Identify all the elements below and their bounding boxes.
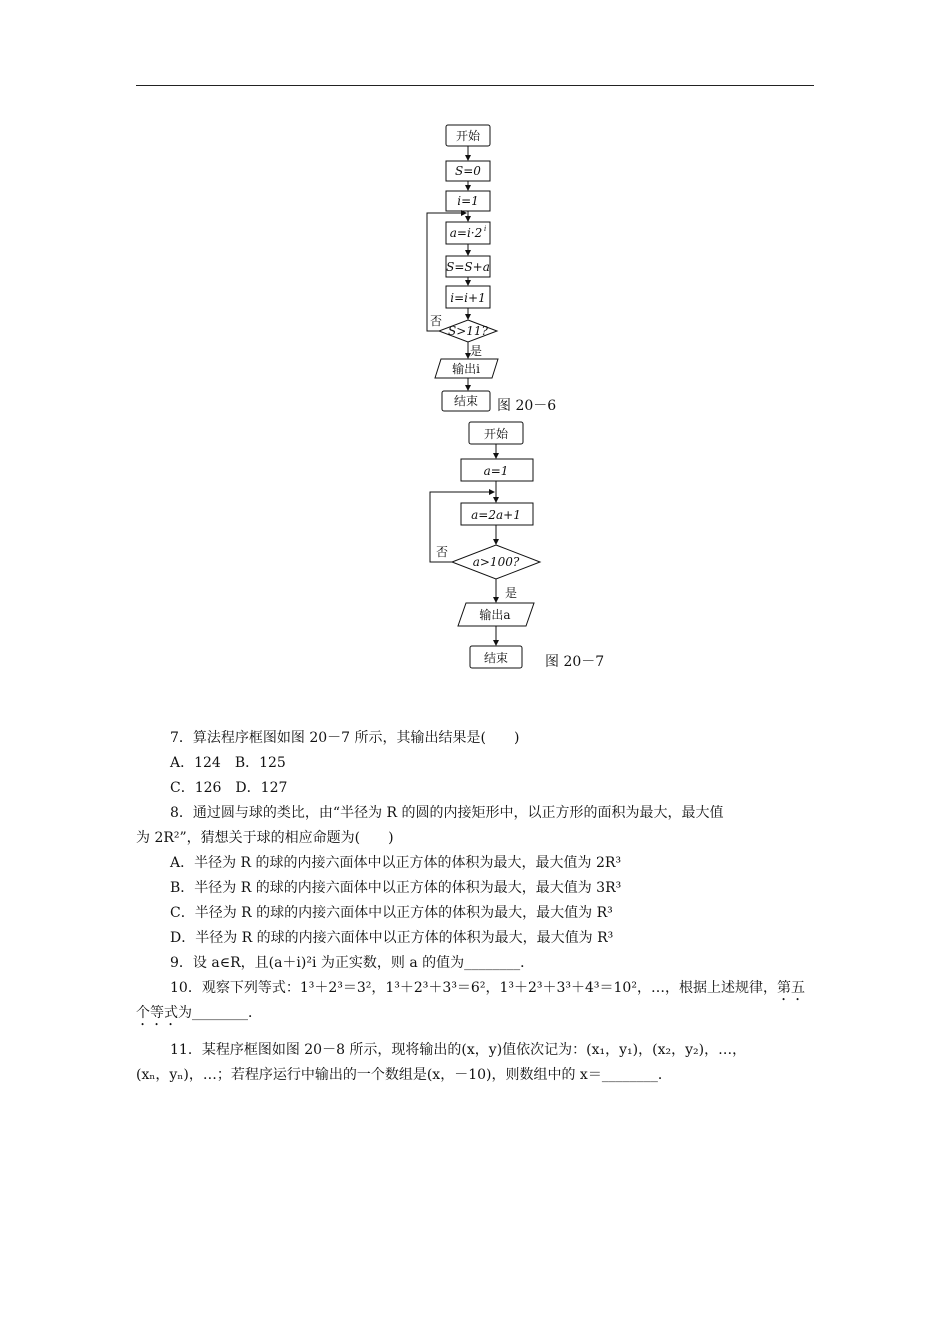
q8-option-b: B．半径为 R 的球的内接六面体中以正方体的体积为最大，最大值为 3R³	[170, 880, 622, 896]
q8-option-a: A．半径为 R 的球的内接六面体中以正方体的体积为最大，最大值为 2R³	[170, 855, 622, 871]
flowchart-20-6-labels	[430, 128, 556, 414]
fc7-a-assign-text: a=2a+1	[471, 508, 521, 522]
fc6-i-incr-text: i=i+1	[450, 291, 486, 305]
fc7-end-text: 结束	[483, 651, 509, 665]
q8-stem-line2: 为 2R²”，猜想关于球的相应命题为( )	[136, 830, 394, 846]
q11-stem-line1: 11．某程序框图如图 20－8 所示，现将输出的(x，y)值依次记为：(x₁，y₁)，(x₂，y₂)，…，	[170, 1042, 747, 1058]
q7-options-ab: A．124 B．125	[170, 755, 286, 771]
fc6-output-text: 输出i	[452, 362, 480, 376]
fc7-caption: 图 20－7	[545, 654, 605, 670]
q10-line2-rest: 为________．	[178, 1005, 262, 1021]
q9-stem: 9．设 a∈R，且(a＋i)²i 为正实数，则 a 的值为________．	[170, 955, 535, 971]
q11-stem-line2: (xₙ，yₙ)，…；若程序运行中输出的一个数组是(x，－10)，则数组中的 x＝________．	[136, 1067, 672, 1083]
q10-line1-text: 10．观察下列等式：1³＋2³＝3²，1³＋2³＋3³＝6²，1³＋2³＋3³＋4³＝10²，…，根据上述规律，	[170, 980, 777, 996]
fc6-s-assign-text: S=S+a	[446, 260, 490, 274]
q10-stem-line2	[136, 1003, 262, 1029]
fc6-start-text: 开始	[455, 129, 481, 143]
fc7-a-init-text: a=1	[483, 464, 509, 478]
fc6-yes-label: 是	[470, 344, 483, 358]
q10-emphasis-2: 个等式	[136, 1005, 178, 1021]
fc6-a-assign-text: a=i·2	[449, 226, 483, 240]
q10-stem-line1	[170, 978, 805, 1004]
fc6-condition-text: S>11?	[448, 324, 488, 338]
fc6-caption: 图 20－6	[497, 398, 557, 414]
fc7-condition-text: a>100?	[472, 555, 520, 569]
fc7-no-label: 否	[436, 545, 449, 559]
q10-emphasis-1: 第五	[776, 980, 805, 996]
q8-option-d: D．半径为 R 的球的内接六面体中以正方体的体积为最大，最大值为 R³	[170, 930, 614, 946]
fc6-a-assign-exp: i	[484, 225, 487, 233]
fc6-s-init-text: S=0	[455, 164, 481, 178]
fc6-no-label: 否	[430, 314, 443, 328]
fc6-i-init-text: i=1	[457, 194, 479, 208]
q8-option-c: C．半径为 R 的球的内接六面体中以正方体的体积为最大，最大值为 R³	[170, 905, 613, 921]
fc7-output-text: 输出a	[479, 608, 511, 622]
q7-options-cd: C．126 D．127	[170, 780, 288, 796]
q7-stem: 7．算法程序框图如图 20－7 所示，其输出结果是( )	[170, 730, 520, 746]
fc7-yes-label: 是	[505, 586, 518, 600]
fc7-start-text: 开始	[483, 427, 509, 441]
fc6-end-text: 结束	[453, 394, 479, 408]
q8-stem-line1: 8．通过圆与球的类比，由“半径为 R 的圆的内接矩形中，以正方形的面积为最大，最大值	[170, 805, 724, 821]
